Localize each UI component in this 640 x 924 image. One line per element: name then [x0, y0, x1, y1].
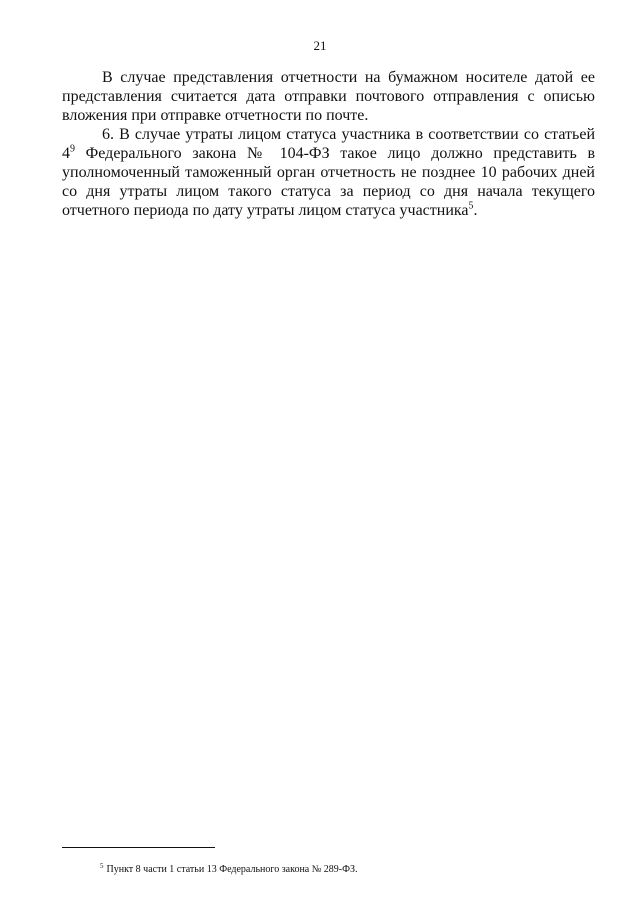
footnote-reference: 5 — [468, 200, 474, 212]
article-superscript: 9 — [70, 143, 75, 155]
paragraph-item-6-text-2: Федерального закона № 104-ФЗ такое лицо должно представить в уполномоченный таможенный орган отчетность не позднее 10 рабочих дней со дня утраты лицом такого статуса за период со дня начала текущего отчетного периода по дату утраты лицом статуса участника — [62, 145, 595, 219]
footnote — [100, 861, 600, 876]
paragraph-item-6 — [62, 125, 595, 220]
paragraph-item-6-text-1: 6. В случае утраты лицом статуса участника в соответствии со статьей 4 — [62, 126, 595, 162]
page-number: 21 — [313, 38, 327, 53]
footnote-text: Пункт 8 части 1 статьи 13 Федерального закона № 289-ФЗ. — [106, 864, 358, 875]
paragraph-paper-submission: В случае представления отчетности на бумажном носителе датой ее представления считается дата отправки почтового отправления с описью вложения при отправке отчетности по почте. — [62, 69, 595, 124]
footnote-marker: 5 — [100, 861, 104, 870]
document-body — [62, 68, 595, 220]
footnote-separator — [62, 847, 215, 848]
paragraph-item-6-text-3: . — [473, 202, 478, 219]
